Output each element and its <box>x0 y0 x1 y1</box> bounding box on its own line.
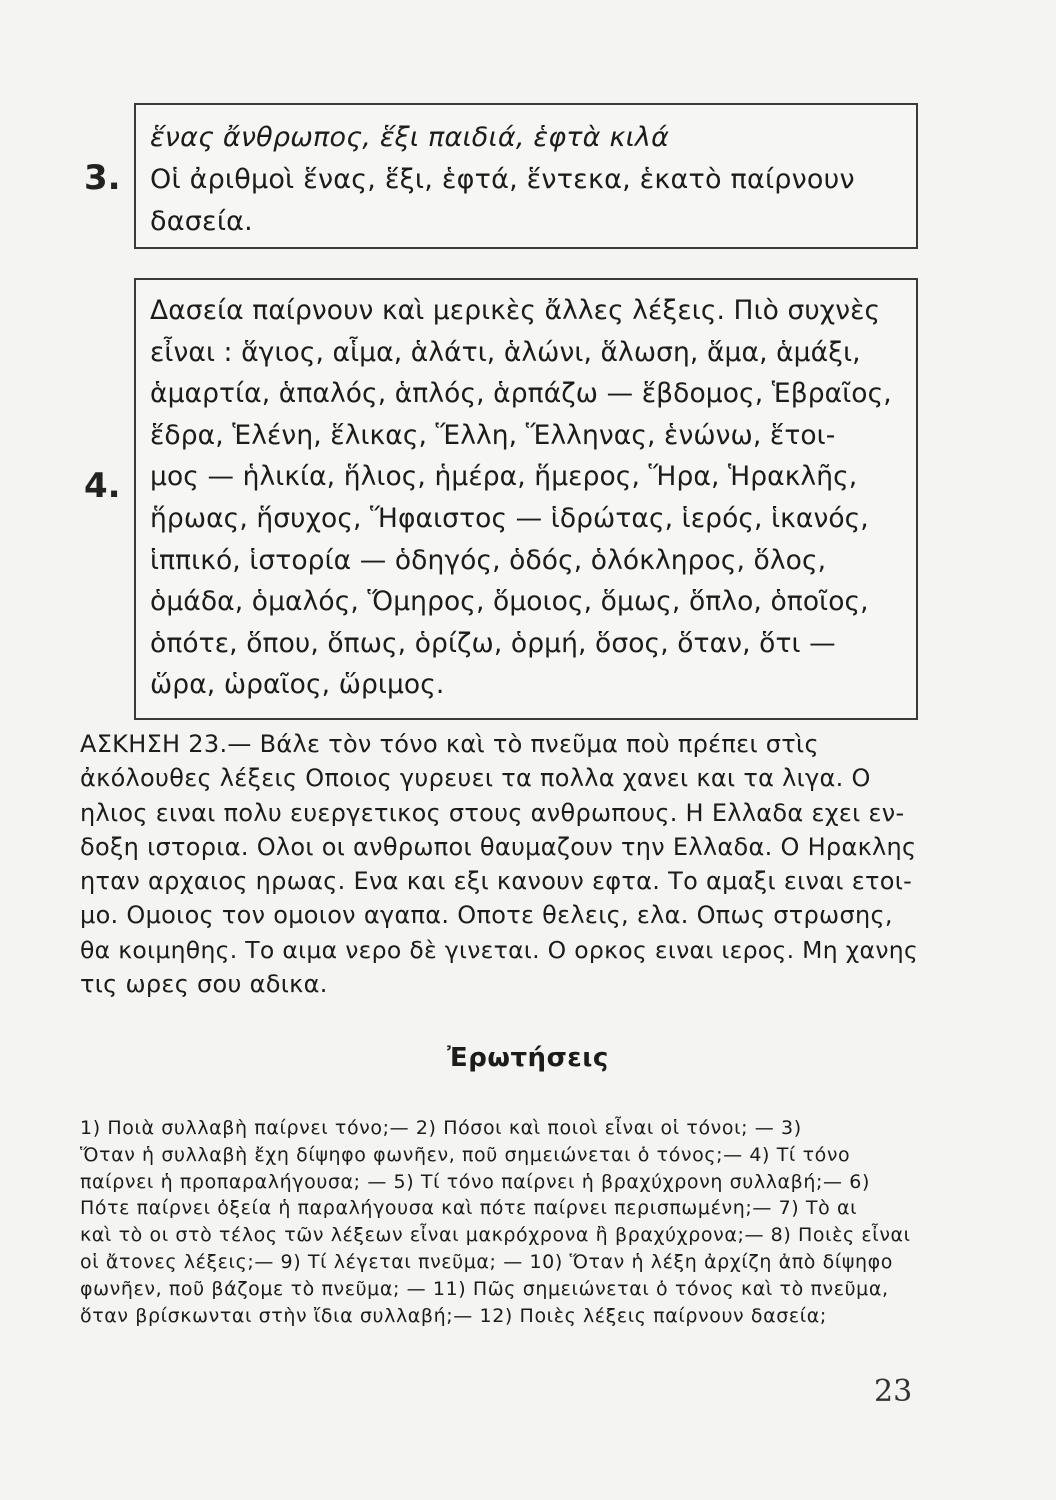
rule-4-line: Δασεία παίρνουν καὶ μερικὲς ἄλλες λέξεις. Πιὸ συχνὲς <box>150 295 881 326</box>
question-line: ὅταν βρίσκωνται στὴν ἴδια συλλαβή;— 12) Ποιὲς λέξεις παίρνουν δασεία; <box>80 1304 827 1327</box>
rule-4-line: μος — ἡλικία, ἥλιος, ἡμέρα, ἥμερος, Ἥρα, Ἡρακλῆς, <box>150 461 858 493</box>
question-line: οἱ ἄτονες λέξεις;— 9) Τί λέγεται πνεῦμα; — 10) Ὅταν ἡ λέξη ἀρχίζη ἀπὸ δίψηφο <box>80 1250 894 1273</box>
rule-4-line: εἶναι : ἅγιος, αἷμα, ἁλάτι, ἁλώνι, ἅλωση, ἅμα, ἁμάξι, <box>150 336 861 368</box>
exercise-line: θα κοιμηθης. Το αιμα νερο δὲ γινεται. Ο ορκος ειναι ιερος. Μη χανης <box>80 935 919 964</box>
exercise-line: τις ωρες σου αδικα. <box>80 970 328 999</box>
question-line: Ὅταν ἡ συλλαβὴ ἔχη δίψηφο φωνῆεν, ποῦ σημειώνεται ὁ τόνος;— 4) Τί τόνο <box>80 1143 851 1166</box>
exercise-line: ηταν αρχαιος ηρωας. Ενα και εξι κανουν εφτα. Το αμαξι ειναι ετοι- <box>80 867 913 896</box>
rule-number-4: 4. <box>84 466 121 506</box>
rule-box-3 <box>134 103 918 249</box>
rule-4-line: ἕδρα, Ἑλένη, ἕλικας, Ἕλλη, Ἕλληνας, ἑνώνω, ἕτοι- <box>150 419 836 451</box>
rule-3-examples: ἕνας ἄνθρωπος, ἕξι παιδιά, ἑφτὰ κιλά <box>150 122 670 153</box>
exercise-line: ΑΣΚΗΣΗ 23.— Βάλε τὸν τόνο καὶ τὸ πνεῦμα ποὺ πρέπει στὶς <box>80 730 819 758</box>
questions-heading: Ἐρωτήσεις <box>447 1043 609 1073</box>
exercise-line: δοξη ιστορια. Ολοι οι ανθρωποι θαυμαζουν την Ελλαδα. Ο Ηρακλης <box>80 832 917 861</box>
rule-number-3: 3. <box>84 158 121 198</box>
questions-list <box>80 1115 920 1329</box>
rule-4-line: ἱππικό, ἱστορία — ὁδηγός, ὁδός, ὁλόκληρος, ὅλος, <box>150 544 827 576</box>
question-line: 1) Ποιὰ συλλαβὴ παίρνει τόνο;— 2) Πόσοι καὶ ποιοὶ εἶναι οἱ τόνοι; — 3) <box>80 1117 802 1139</box>
question-line: Πότε παίρνει ὀξεία ἡ παραλήγουσα καὶ πότε παίρνει περισπωμένη;— 7) Τὸ αι <box>80 1197 858 1220</box>
exercise-line: ηλιος ειναι πολυ ευεργετικος στους ανθρωπους. Η Ελλαδα εχει εν- <box>80 798 905 827</box>
rule-4-line: ἁμαρτία, ἁπαλός, ἁπλός, ἁρπάζω — ἕβδομος, Ἑβραῖος, <box>150 378 892 410</box>
question-line: καὶ τὸ οι στὸ τέλος τῶν λέξεων εἶναι μακρόχρονα ἢ βραχύχρονα;— 8) Ποιὲς εἶναι <box>80 1224 911 1247</box>
question-line: φωνῆεν, ποῦ βάζομε τὸ πνεῦμα; — 11) Πῶς σημειώνεται ὁ τόνος καὶ τὸ πνεῦμα, <box>80 1277 889 1300</box>
page-number: 23 <box>874 1374 913 1409</box>
rule-3-text: Οἱ ἀριθμοὶ ἕνας, ἕξι, ἑφτά, ἕντεκα, ἑκατὸ παίρνουν <box>150 164 855 195</box>
exercise-line: ἀκόλουθες λέξεις Οποιος γυρευει τα πολλα χανει και τα λιγα. Ο <box>80 764 871 793</box>
question-line: παίρνει ἡ προπαραλήγουσα; — 5) Τί τόνο παίρνει ἡ βραχύχρονη συλλαβή;— 6) <box>80 1170 870 1193</box>
exercise-23 <box>80 727 920 1001</box>
rule-4-line: ὁμάδα, ὁμαλός, Ὅμηρος, ὅμοιος, ὅμως, ὅπλο, ὁποῖος, <box>150 586 869 618</box>
rule-4-line: ὥρα, ὡραῖος, ὥριμος. <box>150 669 445 701</box>
rule-3-text-end: δασεία. <box>150 206 253 237</box>
rule-box-4 <box>134 278 918 720</box>
rule-4-line: ἥρωας, ἥσυχος, Ἥφαιστος — ἱδρώτας, ἱερός, ἱκανός, <box>150 502 869 534</box>
exercise-line: μο. Ομοιος τον ομοιον αγαπα. Οποτε θελεις, ελα. Οπως στρωσης, <box>80 901 893 930</box>
rule-4-line: ὁπότε, ὅπου, ὅπως, ὁρίζω, ὁρμή, ὅσος, ὅταν, ὅτι — <box>150 627 836 659</box>
